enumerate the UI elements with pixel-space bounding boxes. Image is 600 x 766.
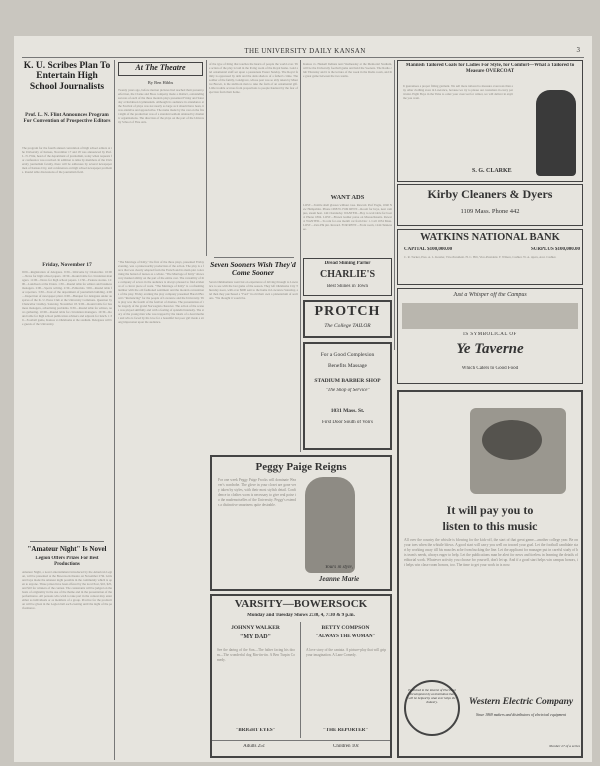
varsity-bottom-rule: [212, 740, 390, 741]
masthead-title: THE UNIVERSITY DAILY KANSAN: [244, 47, 366, 55]
western-headline-2: listen to this music: [442, 519, 538, 533]
col5-classified-text: [303, 62, 304, 63]
col1-program-heading: Friday, November 17: [42, 262, 92, 268]
col3-second-article-text: Seven Oklahomans went but on experience of driving through to Lawrence to see with the last game of the season. They left Oklahoma City Thursday noon, with over $600 sent to the home in Lawrence Saturday, and then they purchased a "Ford" in old their own a planetarium of sections. "We thought it would be.: [209, 280, 298, 300]
kirby-name: Kirby Cleaners & Dyers: [427, 187, 553, 201]
manhattan-text: It guarantees a proper fitting garment. We sell more tailored to measure overcoats than any other clothing store in Lawrence, because we try to please our customers in every particular. Eight Boys in the Time to order your overcoat for winter, we will deliver in anytime you want.: [403, 84, 513, 100]
col4-want-ads-list: LOST—Textile shell glasses without case. Reward. Prof Eagle, 1040 New Hampshire. Phone 1098 W. FOR RENT—Room for boys, near campus, steam heat. 1421 Kentucky. WANTED—Boy to wait table for board. Phone 1804. LOST—Brown leather purse on Massachusetts. Reward. WANTED—To rent for one month car from Dec 1. Call 1034 Mass. LOST—Zeta Phi pin. Reward. FOR RENT—Front room, 1244 Tennessee.: [303, 203, 392, 231]
peggy-name: Jeanne Marie: [318, 575, 360, 583]
col1-subhead: Prof. L. N. Flint Announces Program For Convention of Prospective Editors: [23, 112, 111, 124]
varsity-times: Monday and Tuesday Shows 2:30, 4, 7:30 & 9 p.m.: [247, 613, 355, 618]
col4-want-ads-heading: WANT ADS: [330, 194, 365, 201]
col1-program-list: 9:00—Registration of delegates. 9:30—Welcome by Chancellor. 10:00—News for high school papers. 10:30—Round table for circulation managers. 11:00—News for high school papers. 11:30—Feature stories. 12:00—Luncheon at the Union. 1:30—Round table for editors and business managers. 2:00—Sports writing. 2:30—Editorials. 3:00—Round table for reporters. 3:30—Tour of the department of journalism building. 4:00—Inspection of newspaper plant. 6:00—Banquet for delegates under auspices of the K. U. Press Club at the University Commons. Question by Chancellor Lindley. Saturday, November 18. 9:00—Round table for business managers, advertising problems. 9:30—Round table for editors, news gathering. 10:00—Round table for circulation managers. 10:30—Round table for high school publication advisers and adjourn for lunch. 1:30—Football game, Kansas vs Oklahoma at the stadium. Delegates will be guests of the University.: [22, 270, 112, 326]
col3-article-text: of the type of thing that touches the hearts of people the world over. The action of the play is laid in the living room of the Royal home. Gold and ornamental stuff set upon a passionate Easter Sunday. The Royal family is oppressed by debt and the dark shadow of a father's crime. The soldier of the family, Landgrave, whose past was so ably taken by Maurice Brown, is the stubborn man to take the form of an ornamental gift. Little trouble accrues from proportions to people haunted by the fear of ejection from their home.: [209, 62, 298, 94]
watkins-surplus: SURPLUS $100,000.00: [530, 247, 580, 252]
varsity-right-text: A love story of the cantata. A picture-play that will grip your imagination. A Lane Comedy.: [306, 648, 386, 657]
col1-article-text: The program for the fourth annual convention of high school editors at the University of Kansas, November 17 and 18 was announced by Prof. L. N. Flint, head of the department of journalism, today when requests for conference was received. In addition to talks by members of the University journalism faculty, there will be addresses by several newspaper men of Kansas City, and conferences on high school newspaper problems. Round table discussions of the journalism field.: [22, 146, 112, 174]
varsity-children: Children 10c: [333, 744, 359, 749]
col3-separator: [214, 257, 294, 258]
barber-shop: STADIUM BARBER SHOP: [314, 378, 381, 384]
taverne-whisper: Just a Whisper off the Campus: [453, 292, 527, 298]
watkins-name: WATKINS NATIONAL BANK: [420, 232, 560, 243]
protch-sub: The College TAILOR: [324, 323, 371, 329]
watkins-capital: CAPITAL $100,000.00: [404, 247, 453, 252]
col1-headline: K. U. Scribes Plan To Entertain High School Journalists: [23, 61, 111, 92]
western-tagline: Since 1869 makers and distributors of electrical equipment: [476, 713, 566, 717]
varsity-right-title: "ALWAYS THE WOMAN": [315, 634, 376, 639]
charlies-name: CHARLIE'S: [319, 269, 375, 280]
western-headline-1: It will pay you to: [446, 503, 534, 517]
varsity-right-bottom: "THE REPORTER": [323, 728, 368, 733]
western-seal-text: Published in the interest of Electrical Development by an Institution that will be helped by what ever helps the Industry.: [408, 688, 456, 704]
varsity-right-star: BETTY COMPSON: [321, 625, 370, 631]
kirby-address: 1109 Mass. Phone 442: [460, 208, 520, 215]
taverne-image: [402, 303, 578, 329]
column-rule: [394, 60, 395, 350]
col4-article-text: Kansas vs. Haskell Indians next Wednesday at the Memorial Stadium, will be the University football game and hold the Sooners. The Radio club Thursday and it is the lecture of the week in the Radio room, and the great game between the two teams.: [303, 62, 392, 78]
column-rule: [206, 60, 207, 256]
western-series: Number 27 of a series: [549, 744, 580, 748]
page-number: 3: [576, 46, 580, 54]
varsity-left-bottom: "BRIGHT EYES": [235, 728, 276, 733]
western-text: All over the country the whistle is blowing for the kick-off, the start of that great game—another college year. Be on your toes when the whistle blows. A good start will carry you well on toward your goal. Let the football candidate start by working away till his muscles ache from bucking the line. Let the applicant for manager put in careful study of his team's needs, always eager to help. Let the publications man be alert for news and tireless in learning the details of editorial work. Whatever activity you choose for yourself, don't let up. And if a good start helps win campus honors, it helps win class-room honors, too. The time to get your work in is now.: [404, 538, 578, 568]
varsity-left-text: See the daring of the Son—The father facing his doom—The wonderful dog Rin-tin-tin. A Ben Turpin Comedy.: [217, 648, 295, 662]
taverne-footer: Which Caters to Good Food: [461, 366, 519, 371]
barber-address: 1031 Mass. St.: [330, 408, 365, 414]
manhattan-signature: S. G. CLARKE: [472, 168, 512, 174]
peggy-text: For one week Peggy Paige Frocks will dominate Weaver's wardrobe. The glove in your closet are gone very taken by styles, with their most stylish detail. Confidence in clothes worn is necessary to give real poise to the mademoiselles of the University. Peggy's extends a distinctive smartness quite desirable.: [218, 478, 296, 507]
col2-byline: By Ben Hibbs: [147, 80, 174, 85]
taverne-lead: IS SYMBOLICAL OF: [463, 332, 517, 337]
peggy-sign: Yours in style,: [324, 565, 353, 570]
varsity-left-star: JOHNNY WALKER: [231, 625, 280, 631]
masthead-rule: [22, 57, 584, 58]
col3-second-headline: Seven Sooners Wish They'd Come Sooner: [210, 261, 296, 278]
manhattan-headline: Mannish Tailored Coats for Ladies For Style, for Comfort—What a Tailored to Measure OVERCOAT: [405, 63, 575, 74]
watkins-officers: C. R. Tucker, Pres. A. L. Kessler, Vice-President. H. C. Hilt, Vice-President. F. Wilson, Cashier. W. A. Ayers, Asst. Cashier.: [404, 255, 557, 259]
overcoat-figure: [536, 90, 576, 176]
varsity-adults: Adults 25c: [243, 744, 265, 749]
barber-line1: For a Good Complexion: [320, 352, 375, 358]
taverne-name: Ye Taverne: [456, 341, 524, 357]
varsity-name: VARSITY—BOWERSOCK: [234, 598, 368, 610]
col1-second-headline: "Amateur Night" Is Novel: [27, 546, 107, 553]
column-rule: [300, 60, 301, 452]
peggy-dress-figure: [305, 477, 355, 573]
peggy-headline: Peggy Paige Reigns: [255, 461, 347, 473]
protch-name: PROTCH: [314, 304, 381, 319]
col1-separator: [30, 541, 104, 542]
varsity-divider: [300, 622, 301, 738]
barber-line4: "The Shop of Service": [325, 388, 370, 393]
phonograph-horn: [482, 420, 542, 460]
col1-second-subhead: Legion Offers Prizes For Best Productions: [35, 556, 99, 567]
column-rule: [114, 60, 115, 760]
western-company: Western Electric Company: [468, 697, 574, 707]
col2-article-text-cont: "The Marriage of Kitty," the first of the three plays, presented Friday evening, was a praiseworthy production of the action. The play is a farce that was clearly adapted from the French and its main plot concerning the hatred of nurses as a whole. "The Marriage of Kitty" shows very marked ability on the part of the entire cast. The versatility of the company of actors in the audience is always pleased to find evidence of a clever piece of work. "The Marriage of Kitty" is a refreshing number with the old fashioned sentiment and the modern conventions of the play. Friday evening the play company presented Harold Brown's "Romancing" for the people of Lawrence and the University. This play was the fourth of the festival of dramas. The presentation of the tragedy of the grand Norwegian character. The action of the scenes was played skillfully and with a feeling of splendid intensity. The story of the young man who was trapped by the ideals of a dead mother and who is faced by his love for a beautiful but poor girl made a strong impression upon the audience.: [118, 260, 204, 324]
barber-ad: [303, 342, 392, 450]
col2-article-text: Twenty years ago, before motion pictures had reached their present perfection, the Clarke and Boas company made a distinct, outstanding success of each of the three modern plays presented Friday and Saturday at Robinson Gymnasium. Although its audience in attendance at the Festival of plays was not nearly as large as it should have been, it was attentive and appreciative. The name made by the cast on the first night of the production was of a standard seldom attained by dramatic organizations. The direction of the plays on the part of the University School of Fine Arts.: [118, 88, 204, 124]
charlies-line3: Best Shines in Town: [326, 284, 369, 289]
col2-headline: At The Theatre: [135, 64, 186, 72]
varsity-left-title: "MY DAD": [240, 634, 271, 640]
barber-line6: First Door South of Von's: [321, 420, 373, 425]
barber-line2: Benefits Massage: [328, 363, 367, 369]
col1-second-article-text: Amateur Night, a novel entertainment introduced by the American Legion, will be presented at the Bowersock theatre on November 27th. Girls and boys made the amateur night possible in the community which is open to anyone. Three prizes have been offered by the local Post, $10, $25, and $10 for winners of the contest. The contestants will be judged on the basis of originality in the use of the theme and in the presentation of the performance. All persons who wish to take part in the contest may enter either as individuals or as members of a group. Practice for the production will be given in the Legion hall each evening until the night of the performance.: [22, 570, 112, 610]
charlies-line1: Dread Shining Parlor: [324, 261, 371, 266]
